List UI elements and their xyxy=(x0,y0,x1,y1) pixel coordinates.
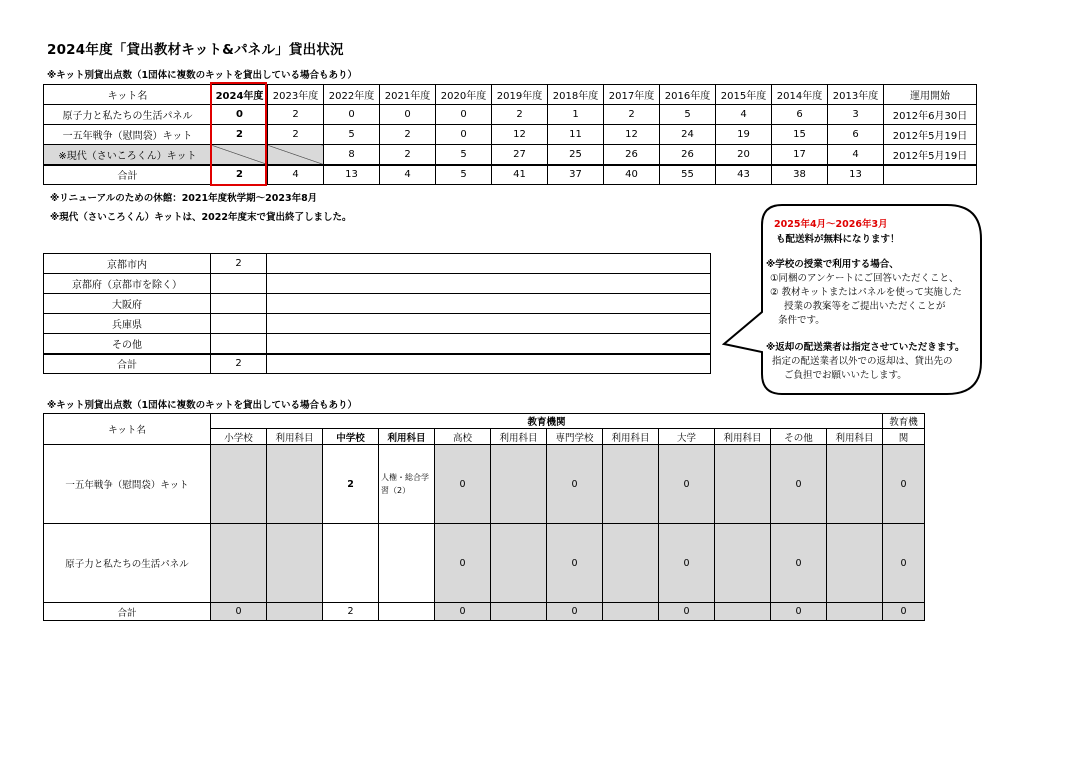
table-cell: 20 xyxy=(716,145,772,165)
table-cell: 13 xyxy=(828,165,884,185)
table-cell: 2 xyxy=(268,125,324,145)
table-row xyxy=(44,314,711,334)
table-cell xyxy=(715,603,771,621)
total-label: 合計 xyxy=(44,354,211,374)
column-header: 利用科目 xyxy=(379,429,435,445)
table-cell: 4 xyxy=(380,165,436,185)
table-cell: 0 xyxy=(547,445,603,524)
table-cell: 0 xyxy=(435,603,491,621)
table-cell xyxy=(267,274,711,294)
column-header: 小学校 xyxy=(211,429,267,445)
column-header: 2019年度 xyxy=(492,85,548,105)
table-cell: 0 xyxy=(212,105,268,125)
region-count: 2 xyxy=(211,354,267,374)
table-cell: 5 xyxy=(324,125,380,145)
column-header: 2022年度 xyxy=(324,85,380,105)
table-row xyxy=(44,445,925,524)
region-count xyxy=(211,294,267,314)
table-cell xyxy=(267,334,711,354)
column-header: 専門学校 xyxy=(547,429,603,445)
table-cell: 0 xyxy=(659,445,715,524)
table-cell xyxy=(212,145,268,165)
total-label: 合計 xyxy=(44,165,212,185)
table-cell xyxy=(211,445,267,524)
table-cell: 0 xyxy=(324,105,380,125)
table-cell xyxy=(267,445,323,524)
table-cell xyxy=(267,524,323,603)
column-header: 利用科目 xyxy=(267,429,323,445)
condition-2: ② 教材キットまたはパネルを使って実施した xyxy=(770,287,962,298)
table-cell: 37 xyxy=(548,165,604,185)
column-header: 利用科目 xyxy=(827,429,883,445)
condition-heading: ※学校の授業で利用する場合、 xyxy=(766,259,899,270)
column-header: 2013年度 xyxy=(828,85,884,105)
table-cell: 41 xyxy=(492,165,548,185)
column-header: 中学校 xyxy=(323,429,379,445)
table-cell: 2 xyxy=(380,125,436,145)
table-cell: 0 xyxy=(771,603,827,621)
table-cell xyxy=(603,524,659,603)
table-cell xyxy=(827,524,883,603)
table-cell xyxy=(884,165,977,185)
table-cell xyxy=(267,254,711,274)
table-cell: 24 xyxy=(660,125,716,145)
total-row xyxy=(44,354,711,374)
region-name: 兵庫県 xyxy=(44,314,211,334)
kit-name: 原子力と私たちの生活パネル xyxy=(44,524,211,603)
total-row xyxy=(44,165,977,185)
column-header: 2024年度 xyxy=(212,85,268,105)
table-cell xyxy=(211,524,267,603)
kit-count-note-2: ※キット別貸出点数（1団体に複数のキットを貸出している場合もあり） xyxy=(47,400,357,411)
yearly-loan-table xyxy=(43,84,977,185)
table-cell: 12 xyxy=(604,125,660,145)
table-cell: 0 xyxy=(659,603,715,621)
table-cell: 38 xyxy=(772,165,828,185)
region-count xyxy=(211,314,267,334)
column-header: 2020年度 xyxy=(436,85,492,105)
table-row xyxy=(44,105,977,125)
table-cell xyxy=(267,314,711,334)
table-cell: 27 xyxy=(492,145,548,165)
region-table xyxy=(43,253,711,374)
table-cell: 0 xyxy=(380,105,436,125)
column-header: 2023年度 xyxy=(268,85,324,105)
table-cell xyxy=(379,603,435,621)
table-cell: 2 xyxy=(212,125,268,145)
column-header: 2014年度 xyxy=(772,85,828,105)
table-cell: 13 xyxy=(324,165,380,185)
column-header: その他 xyxy=(771,429,827,445)
table-row xyxy=(44,145,977,165)
region-count: 2 xyxy=(211,254,267,274)
institution-table xyxy=(43,413,925,621)
table-cell: 1 xyxy=(548,105,604,125)
kit-name: 一五年戦争（慰問袋）キット xyxy=(44,445,211,524)
table-cell xyxy=(715,445,771,524)
table-cell: 0 xyxy=(211,603,267,621)
discontinued-note: ※現代（さいころくん）キットは、2022年度末で貸出終了しました。 xyxy=(50,212,352,223)
table-cell xyxy=(267,603,323,621)
kit-name: 一五年戦争（慰問袋）キット xyxy=(44,125,212,145)
table-cell: 0 xyxy=(771,524,827,603)
table-cell xyxy=(379,524,435,603)
table-cell: 2 xyxy=(323,445,379,524)
column-header: キット名 xyxy=(44,414,211,445)
table-cell xyxy=(267,354,711,374)
region-count xyxy=(211,274,267,294)
table-cell: 25 xyxy=(548,145,604,165)
table-cell xyxy=(603,603,659,621)
table-cell: 26 xyxy=(660,145,716,165)
table-cell: 0 xyxy=(883,603,925,621)
table-cell: 0 xyxy=(435,524,491,603)
table-row xyxy=(44,334,711,354)
region-name: その他 xyxy=(44,334,211,354)
table-cell xyxy=(827,603,883,621)
start-date: 2012年5月19日 xyxy=(884,145,977,165)
free-shipping-text: も配送料が無料になります！ xyxy=(776,234,900,245)
table-cell: 0 xyxy=(436,105,492,125)
condition-end: 条件です。 xyxy=(778,315,825,326)
table-cell: 0 xyxy=(435,445,491,524)
return-note-2: 指定の配送業者以外での返却は、貸出先の xyxy=(772,356,953,367)
column-header: 2015年度 xyxy=(716,85,772,105)
table-cell: 17 xyxy=(772,145,828,165)
table-cell: 8 xyxy=(324,145,380,165)
column-header: 関 xyxy=(883,429,925,445)
subject-cell: 人権・総合学習（2） xyxy=(379,445,435,524)
table-cell xyxy=(491,603,547,621)
table-cell xyxy=(491,524,547,603)
table-cell: 4 xyxy=(828,145,884,165)
table-row xyxy=(44,524,925,603)
table-cell: 0 xyxy=(883,524,925,603)
table-cell: 3 xyxy=(828,105,884,125)
table-cell: 6 xyxy=(772,105,828,125)
table-cell: 0 xyxy=(659,524,715,603)
column-header: 利用科目 xyxy=(603,429,659,445)
region-name: 京都府（京都市を除く） xyxy=(44,274,211,294)
column-group-header: 教育機関 xyxy=(211,414,883,429)
kit-name: 原子力と私たちの生活パネル xyxy=(44,105,212,125)
table-header-row xyxy=(44,85,977,105)
table-cell: 0 xyxy=(547,524,603,603)
total-row xyxy=(44,603,925,621)
table-cell: 11 xyxy=(548,125,604,145)
start-date: 2012年6月30日 xyxy=(884,105,977,125)
closure-note: ※リニューアルのための休館：2021年度秋学期～2023年8月 xyxy=(50,193,318,204)
table-cell xyxy=(603,445,659,524)
table-cell: 5 xyxy=(436,145,492,165)
column-header: 2017年度 xyxy=(604,85,660,105)
table-cell: 12 xyxy=(492,125,548,145)
column-header: 大学 xyxy=(659,429,715,445)
column-header: キット名 xyxy=(44,85,212,105)
column-header: 利用科目 xyxy=(715,429,771,445)
page-title: 2024年度「貸出教材キット&パネル」貸出状況 xyxy=(47,42,344,58)
table-cell: 19 xyxy=(716,125,772,145)
table-cell: 26 xyxy=(604,145,660,165)
table-cell: 0 xyxy=(771,445,827,524)
campaign-period: 2025年4月～2026年3月 xyxy=(774,219,888,230)
total-label: 合計 xyxy=(44,603,211,621)
start-date: 2012年5月19日 xyxy=(884,125,977,145)
table-row xyxy=(44,125,977,145)
table-cell: 55 xyxy=(660,165,716,185)
return-note-3: ご負担でお願いいたします。 xyxy=(784,370,907,381)
table-cell: 4 xyxy=(268,165,324,185)
region-count xyxy=(211,334,267,354)
column-header: 2018年度 xyxy=(548,85,604,105)
column-header: 運用開始 xyxy=(884,85,977,105)
table-cell: 2 xyxy=(604,105,660,125)
table-cell: 2 xyxy=(380,145,436,165)
column-header: 2021年度 xyxy=(380,85,436,105)
column-header: 利用科目 xyxy=(491,429,547,445)
table-cell: 0 xyxy=(547,603,603,621)
table-cell: 2 xyxy=(492,105,548,125)
table-cell xyxy=(268,145,324,165)
table-cell: 2 xyxy=(212,165,268,185)
table-cell: 2 xyxy=(268,105,324,125)
table-cell: 40 xyxy=(604,165,660,185)
table-cell: 5 xyxy=(436,165,492,185)
table-cell xyxy=(715,524,771,603)
table-cell xyxy=(827,445,883,524)
return-note: ※返却の配送業者は指定させていただきます。 xyxy=(766,342,965,353)
region-name: 大阪府 xyxy=(44,294,211,314)
kit-name: ※現代（さいころくん）キット xyxy=(44,145,212,165)
condition-2-cont: 授業の教案等をご提出いただくことが xyxy=(784,301,946,312)
region-name: 京都市内 xyxy=(44,254,211,274)
kit-count-note: ※キット別貸出点数（1団体に複数のキットを貸出している場合もあり） xyxy=(47,70,357,81)
table-row xyxy=(44,254,711,274)
condition-1: ①同梱のアンケートにご回答いただくこと、 xyxy=(770,273,959,284)
table-cell: 0 xyxy=(436,125,492,145)
free-shipping-callout xyxy=(722,204,984,396)
table-row xyxy=(44,294,711,314)
column-header: 教育機 xyxy=(883,414,925,429)
table-cell xyxy=(491,445,547,524)
table-cell xyxy=(267,294,711,314)
table-header-row xyxy=(44,414,925,429)
table-cell: 2 xyxy=(323,603,379,621)
table-cell: 15 xyxy=(772,125,828,145)
column-header: 高校 xyxy=(435,429,491,445)
table-cell: 43 xyxy=(716,165,772,185)
table-cell xyxy=(323,524,379,603)
table-cell: 4 xyxy=(716,105,772,125)
table-row xyxy=(44,274,711,294)
table-cell: 0 xyxy=(883,445,925,524)
table-cell: 6 xyxy=(828,125,884,145)
column-header: 2016年度 xyxy=(660,85,716,105)
table-cell: 5 xyxy=(660,105,716,125)
